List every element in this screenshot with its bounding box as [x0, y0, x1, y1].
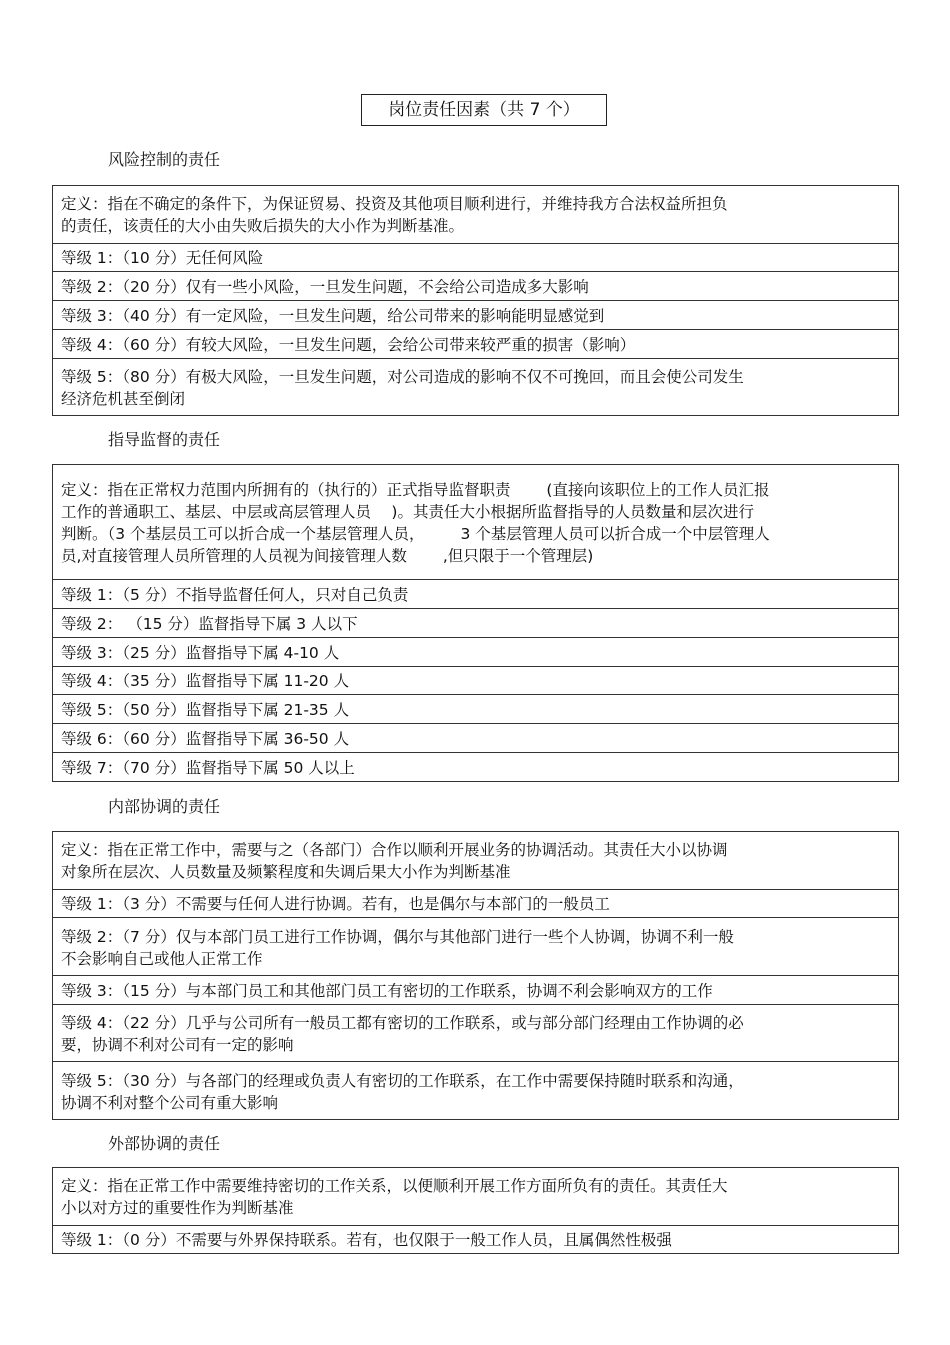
definition-row — [53, 465, 898, 580]
level-row — [53, 609, 898, 638]
definition-row — [53, 832, 898, 890]
level-row — [53, 667, 898, 696]
level-row — [53, 359, 898, 417]
level-row — [53, 638, 898, 667]
level-row — [53, 330, 898, 359]
factor-table — [52, 1167, 899, 1254]
row-text-line: 小以对方过的重要性作为判断基准 — [61, 1199, 294, 1218]
row-text-line: 定义：指在正常工作中，需要与之（各部门）合作以顺利开展业务的协调活动。其责任大小以协调 — [61, 841, 728, 860]
row-text-line: 协调不利对整个公司有重大影响 — [61, 1093, 279, 1112]
row-text-line: 等级 5：（30 分）与各部门的经理或负责人有密切的工作联系，在工作中需要保持随时联系和沟通， — [61, 1071, 744, 1090]
row-text-line: 经济危机甚至倒闭 — [61, 390, 186, 409]
row-text-line: 等级 3：（25 分）监督指导下属 4-10 人 — [61, 643, 340, 662]
section-heading: 内部协调的责任 — [108, 797, 221, 816]
row-text-line: 定义：指在不确定的条件下，为保证贸易、投资及其他项目顺利进行，并维持我方合法权益所担负 — [61, 195, 728, 214]
level-row — [53, 695, 898, 724]
row-text-line: 等级 4：（22 分）几乎与公司所有一般员工都有密切的工作联系，或与部分部门经理由工作协调的必 — [61, 1014, 744, 1033]
section-heading: 风险控制的责任 — [108, 150, 221, 169]
level-row — [53, 244, 898, 273]
row-text-line: 等级 3：（15 分）与本部门员工和其他部门员工有密切的工作联系，协调不利会影响双方的工作 — [61, 981, 713, 1000]
row-text-line: 等级 1：（10 分）无任何风险 — [61, 249, 264, 268]
row-text-line: 等级 5：（80 分）有极大风险，一旦发生问题，对公司造成的影响不仅不可挽回，而且会使公司发生 — [61, 368, 744, 387]
row-text-line: 等级 2： （15 分）监督指导下属 3 人以下 — [61, 614, 358, 633]
row-text-line: 等级 4：（35 分）监督指导下属 11-20 人 — [61, 672, 350, 691]
row-text-line: 等级 6：（60 分）监督指导下属 36-50 人 — [61, 730, 350, 749]
row-text-line: 等级 2：（20 分）仅有一些小风险，一旦发生问题，不会给公司造成多大影响 — [61, 278, 589, 297]
row-text-line: 等级 2：（7 分）仅与本部门员工进行工作协调，偶尔与其他部门进行一些个人协调，协调不利一般 — [61, 927, 734, 946]
level-row — [53, 724, 898, 753]
section-heading: 外部协调的责任 — [108, 1134, 221, 1153]
level-row — [53, 918, 898, 976]
row-text-line: 判断。（3 个基层员工可以折合成一个基层管理人员， 3 个基层管理人员可以折合成一个中层管理人 — [61, 525, 770, 544]
row-text-line: 等级 1：（5 分）不指导监督任何人，只对自己负责 — [61, 586, 409, 605]
row-text-line: 员,对直接管理人员所管理的人员视为间接管理人数 ,但只限于一个管理层) — [61, 547, 594, 566]
level-row — [53, 580, 898, 609]
factor-table — [52, 831, 899, 1120]
row-text-line: 等级 1：（0 分）不需要与外界保持联系。若有，也仅限于一般工作人员，且属偶然性极强 — [61, 1231, 672, 1250]
row-text-line: 工作的普通职工、基层、中层或高层管理人员 )。其责任大小根据所监督指导的人员数量和层次进行 — [61, 503, 754, 522]
definition-row — [53, 186, 898, 244]
row-text-line: 等级 4：（60 分）有较大风险，一旦发生问题，会给公司带来较严重的损害（影响） — [61, 335, 636, 354]
level-row — [53, 976, 898, 1005]
row-text-line: 不会影响自己或他人正常工作 — [61, 949, 263, 968]
factor-table — [52, 464, 899, 782]
level-row — [53, 1005, 898, 1063]
level-row — [53, 1062, 898, 1120]
section-heading: 指导监督的责任 — [108, 430, 221, 449]
row-text-line: 等级 3：（40 分）有一定风险，一旦发生问题，给公司带来的影响能明显感觉到 — [61, 307, 605, 326]
row-text-line: 等级 1：（3 分）不需要与任何人进行协调。若有，也是偶尔与本部门的一般员工 — [61, 895, 610, 914]
definition-row — [53, 1168, 898, 1226]
level-row — [53, 890, 898, 919]
level-row — [53, 301, 898, 330]
row-text-line: 定义：指在正常权力范围内所拥有的（执行的）正式指导监督职责 (直接向该职位上的工作人员汇报 — [61, 481, 770, 500]
row-text-line: 等级 7：（70 分）监督指导下属 50 人以上 — [61, 758, 355, 777]
row-text-line: 的责任，该责任的大小由失败后损失的大小作为判断基准。 — [61, 217, 465, 236]
row-text-line: 定义：指在正常工作中需要维持密切的工作关系，以便顺利开展工作方面所负有的责任。其责任大 — [61, 1177, 728, 1196]
row-text-line: 对象所在层次、人员数量及频繁程度和失调后果大小作为判断基准 — [61, 863, 511, 882]
level-row — [53, 272, 898, 301]
row-text-line: 要，协调不利对公司有一定的影响 — [61, 1036, 294, 1055]
level-row — [53, 753, 898, 782]
level-row — [53, 1226, 898, 1255]
factor-table — [52, 185, 899, 416]
row-text-line: 等级 5：（50 分）监督指导下属 21-35 人 — [61, 701, 350, 720]
page-title: 岗位责任因素（共 7 个） — [361, 94, 607, 126]
